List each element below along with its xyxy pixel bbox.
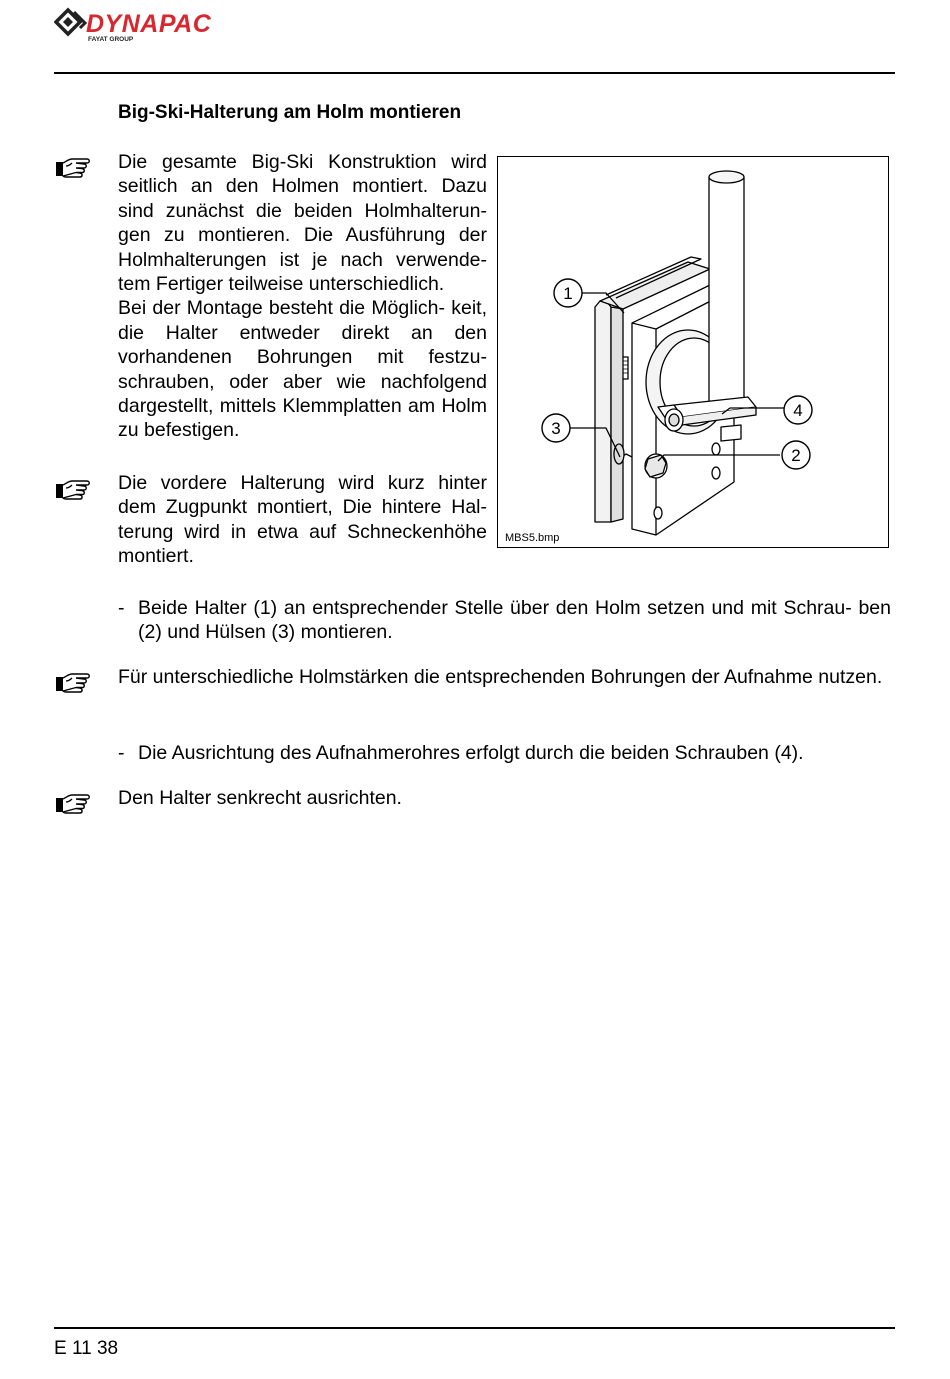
step-item-2 [118, 741, 891, 765]
note-paragraph-2: Die vordere Halterung wird kurz hinter dem Zugpunkt montiert, Die hintere Hal- terung wird in etwa auf Schneckenhöhe montiert. [118, 472, 487, 568]
note-paragraph-1: Die gesamte Big-Ski Konstruktion wird seitlich an den Holmen montiert. Dazu sind zunächst die beiden Holmhalterun- gen zu montieren. Die Ausführung der Holmhalterungen ist je nach verwende- tem Fertiger teilweise unterschiedlich. Bei der Montage besteht die Möglich- keit, die Halter entweder direkt an den vorhandenen Bohrungen mit festzu- schrauben, oder aber wie nachfolgend dargestellt, mittels Klemmplatten am Holm zu befestigen. [118, 151, 487, 442]
svg-text:3: 3 [551, 419, 561, 438]
step-item-1 [118, 596, 891, 645]
bracket-illustration [498, 157, 890, 549]
callout-3 [542, 414, 570, 442]
pointing-hand-icon [54, 156, 92, 180]
callout-1 [554, 279, 582, 307]
svg-text:2: 2 [791, 446, 801, 465]
header-rule [54, 72, 895, 74]
step-dash: - [118, 742, 125, 764]
page-code: E 11 38 [54, 1338, 119, 1359]
callout-2 [782, 441, 810, 469]
step-dash: - [118, 597, 125, 619]
step-text-1: Beide Halter (1) an entsprechender Stelle über den Holm setzen und mit Schrau- ben (2) und Hülsen (3) montieren. [138, 597, 891, 644]
note-paragraph-3: Für unterschiedliche Holmstärken die entsprechenden Bohrungen der Aufnahme nutzen. [118, 666, 883, 688]
logo-subbrand-text: FAYAT GROUP [88, 36, 134, 43]
dynapac-logo [54, 6, 304, 46]
note-paragraph-4: Den Halter senkrecht ausrichten. [118, 787, 402, 809]
footer-rule [54, 1327, 895, 1329]
pointing-hand-icon [54, 671, 92, 695]
pointing-hand-icon [54, 478, 92, 502]
svg-text:1: 1 [563, 284, 573, 303]
step-text-2: Die Ausrichtung des Aufnahmerohres erfolgt durch die beiden Schrauben (4). [138, 742, 804, 764]
svg-text:4: 4 [793, 401, 803, 420]
callout-4 [784, 396, 812, 424]
logo-brand-text: DYNAPAC [86, 10, 212, 38]
pointing-hand-icon [54, 792, 92, 816]
logo-diamond-icon [56, 10, 85, 34]
figure-caption: MBS5.bmp [505, 532, 560, 544]
figure-holm-mount [497, 156, 889, 548]
section-title: Big-Ski-Halterung am Holm montieren [118, 102, 462, 123]
